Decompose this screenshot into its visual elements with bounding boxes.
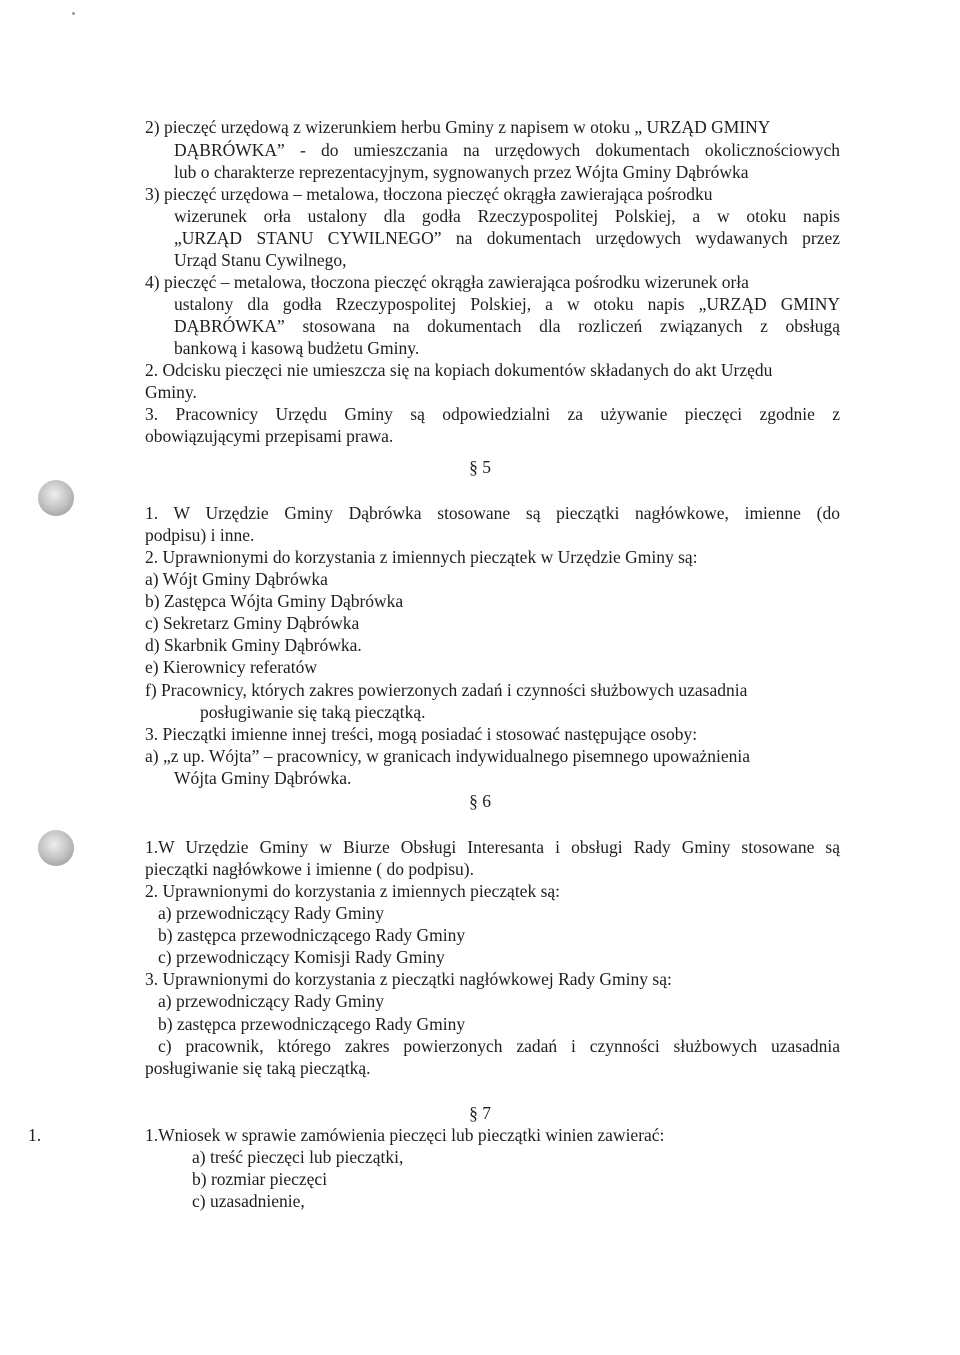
list-item: a) przewodniczący Rady Gminy	[158, 903, 384, 923]
text-line: 1.W Urzędzie Gminy w Biurze Obsługi Interesanta i obsługi Rady Gminy stosowane są	[145, 837, 840, 857]
list-item: a) treść pieczęci lub pieczątki,	[192, 1147, 404, 1167]
text-line: wizerunek orła ustalony dla godła Rzeczypospolitej Polskiej, a w otoku napis	[174, 206, 840, 226]
text-line: 2. Uprawnionymi do korzystania z imiennych pieczątek są:	[145, 881, 561, 901]
section-heading: § 5	[469, 457, 491, 477]
text-line: DĄBRÓWKA” - do umieszczania na urzędowych dokumentach okolicznościowych	[174, 140, 840, 160]
text-line: Wójta Gminy Dąbrówka.	[174, 768, 352, 788]
list-item: b) zastępca przewodniczącego Rady Gminy	[158, 925, 466, 945]
text-line: posługiwanie się taką pieczątką.	[145, 1058, 371, 1078]
list-item: a) „z up. Wójta” – pracownicy, w granicach indywidualnego pisemnego upoważnienia	[145, 746, 750, 766]
text-line: 4) pieczęć – metalowa, tłoczona pieczęć okrągła zawierająca pośrodku wizerunek orła	[145, 272, 749, 292]
margin-number: 1.	[28, 1125, 42, 1145]
list-item: c) Sekretarz Gminy Dąbrówka	[145, 613, 360, 633]
list-item: c) pracownik, którego zakres powierzonych zadań i czynności służbowych uzasadnia	[158, 1036, 840, 1056]
text-line: 2. Odcisku pieczęci nie umieszcza się na kopiach dokumentów składanych do akt Urzędu	[145, 360, 773, 380]
text-line: 3) pieczęć urzędowa – metalowa, tłoczona pieczęć okrągła zawierająca pośrodku	[145, 184, 713, 204]
list-item: e) Kierownicy referatów	[145, 657, 317, 677]
punch-hole-bottom	[38, 830, 74, 866]
list-item: b) zastępca przewodniczącego Rady Gminy	[158, 1014, 466, 1034]
list-item: c) uzasadnienie,	[192, 1191, 305, 1211]
list-item: b) rozmiar pieczęci	[192, 1169, 328, 1189]
text-line: bankową i kasową budżetu Gminy.	[174, 338, 420, 358]
list-item: b) Zastępca Wójta Gminy Dąbrówka	[145, 591, 404, 611]
text-line: lub o charakterze reprezentacyjnym, sygnowanych przez Wójta Gminy Dąbrówka	[174, 162, 749, 182]
text-line: 1.Wniosek w sprawie zamówienia pieczęci lub pieczątki winien zawierać:	[145, 1125, 665, 1145]
text-line: pieczątki nagłówkowe i imienne ( do podpisu).	[145, 859, 475, 879]
text-line: Gminy.	[145, 382, 197, 402]
text-line: 1. W Urzędzie Gminy Dąbrówka stosowane są pieczątki nagłówkowe, imienne (do	[145, 503, 840, 523]
text-line: Urząd Stanu Cywilnego,	[174, 250, 347, 270]
text-line: DĄBRÓWKA” stosowana na dokumentach dla rozliczeń związanych z obsługą	[174, 316, 840, 336]
text-line: 2) pieczęć urzędową z wizerunkiem herbu Gminy z napisem w otoku „ URZĄD GMINY	[145, 117, 771, 137]
list-item: a) przewodniczący Rady Gminy	[158, 991, 384, 1011]
text-line: obowiązującymi przepisami prawa.	[145, 426, 394, 446]
scan-speck	[72, 12, 75, 15]
text-line: 2. Uprawnionymi do korzystania z imiennych pieczątek w Urzędzie Gminy są:	[145, 547, 698, 567]
punch-hole-top	[38, 480, 74, 516]
text-line: ustalony dla godła Rzeczypospolitej Polskiej, a w otoku napis „URZĄD GMINY	[174, 294, 840, 314]
section-heading: § 7	[469, 1103, 491, 1123]
text-line: „URZĄD STANU CYWILNEGO” na dokumentach urzędowych wydawanych przez	[174, 228, 840, 248]
text-line: 3. Uprawnionymi do korzystania z pieczątki nagłówkowej Rady Gminy są:	[145, 969, 672, 989]
section-heading: § 6	[469, 791, 491, 811]
text-line: 3. Pracownicy Urzędu Gminy są odpowiedzialni za używanie pieczęci zgodnie z	[145, 404, 840, 424]
list-item: a) Wójt Gminy Dąbrówka	[145, 569, 328, 589]
list-item: c) przewodniczący Komisji Rady Gminy	[158, 947, 445, 967]
text-line: 3. Pieczątki imienne innej treści, mogą posiadać i stosować następujące osoby:	[145, 724, 698, 744]
text-line: posługiwanie się taką pieczątką.	[200, 702, 426, 722]
text-line: podpisu) i inne.	[145, 525, 255, 545]
list-item: f) Pracownicy, których zakres powierzonych zadań i czynności służbowych uzasadnia	[145, 680, 748, 700]
list-item: d) Skarbnik Gminy Dąbrówka.	[145, 635, 362, 655]
